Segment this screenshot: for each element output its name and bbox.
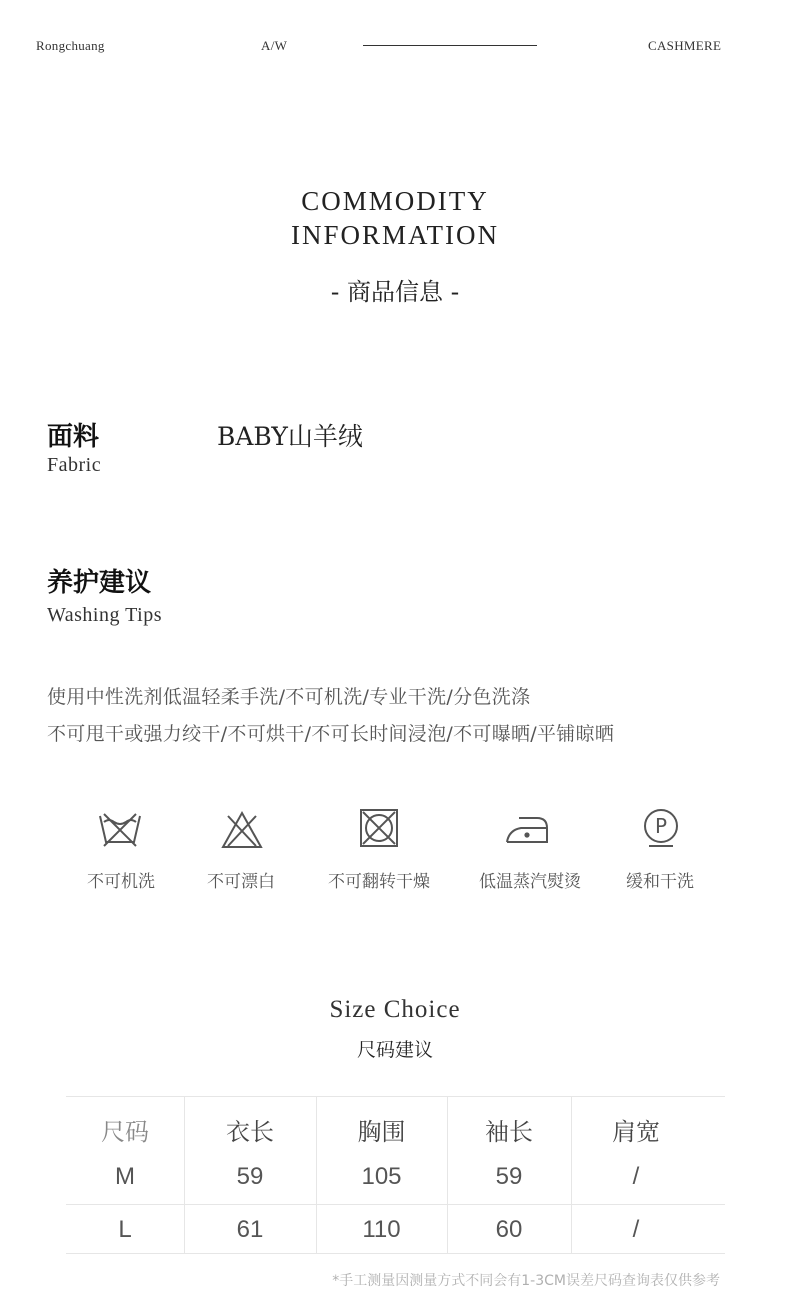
title-cn: - 商品信息 - <box>330 278 460 306</box>
table-cell: / <box>632 1163 640 1190</box>
icon-label-no-tumble-dry: 不可翻转干燥 <box>328 872 430 892</box>
size-title-cn: 尺码建议 <box>356 1039 433 1061</box>
table-header-sleeve: 袖长 <box>485 1118 533 1146</box>
gentle-dry-clean-icon <box>639 808 683 848</box>
table-cell: 110 <box>362 1216 401 1243</box>
fabric-label-en: Fabric <box>47 454 102 476</box>
table-cell: M <box>115 1163 135 1190</box>
table-cell: 60 <box>495 1216 523 1243</box>
washing-tip-line1: 使用中性洗剂低温轻柔手洗/不可机洗/专业干洗/分色洗涤 <box>47 686 531 708</box>
material-label: CASHMERE <box>648 38 722 53</box>
icon-label-low-temp-iron: 低温蒸汽熨烫 <box>479 872 581 892</box>
icon-label-gentle-dry-clean: 缓和干洗 <box>626 872 694 892</box>
no-tumble-dry-icon <box>357 808 401 848</box>
table-cell: L <box>118 1216 132 1243</box>
washing-tip-line2: 不可甩干或强力绞干/不可烘干/不可长时间浸泡/不可曝晒/平铺晾晒 <box>47 723 615 745</box>
table-cell: 59 <box>495 1163 523 1190</box>
fabric-value: BABY山羊绒 <box>217 422 363 451</box>
table-cell: 61 <box>236 1216 264 1243</box>
no-machine-wash-icon <box>98 810 142 850</box>
table-header-length: 衣长 <box>226 1118 274 1146</box>
table-header-size: 尺码 <box>101 1118 149 1146</box>
title-en-line2: INFORMATION <box>290 220 499 250</box>
table-cell: 105 <box>361 1163 402 1190</box>
icon-label-no-machine-wash: 不可机洗 <box>87 872 155 892</box>
washing-label-cn: 养护建议 <box>47 568 152 598</box>
no-bleach-icon <box>220 810 264 850</box>
table-header-shoulder: 肩宽 <box>612 1118 660 1146</box>
header-divider <box>363 45 537 46</box>
fabric-label-cn: 面料 <box>47 422 100 452</box>
dry-clean-glyph: P <box>654 814 668 838</box>
size-title-en: Size Choice <box>329 996 461 1023</box>
icon-label-no-bleach: 不可漂白 <box>207 872 275 892</box>
title-en-line1: COMMODITY <box>301 186 489 216</box>
season-label: A/W <box>261 38 288 53</box>
low-temp-iron-icon <box>505 810 549 850</box>
table-bottom-border <box>66 1253 725 1254</box>
table-row-divider <box>66 1204 725 1205</box>
table-top-border <box>66 1096 725 1097</box>
table-cell: / <box>632 1216 640 1243</box>
brand-name: Rongchuang <box>36 38 105 53</box>
table-cell: 59 <box>236 1163 264 1190</box>
washing-label-en: Washing Tips <box>47 604 162 626</box>
table-header-chest: 胸围 <box>357 1118 406 1146</box>
measurement-note: *手工测量因测量方式不同会有1-3CM误差尺码查询表仅供参考 <box>332 1273 720 1289</box>
